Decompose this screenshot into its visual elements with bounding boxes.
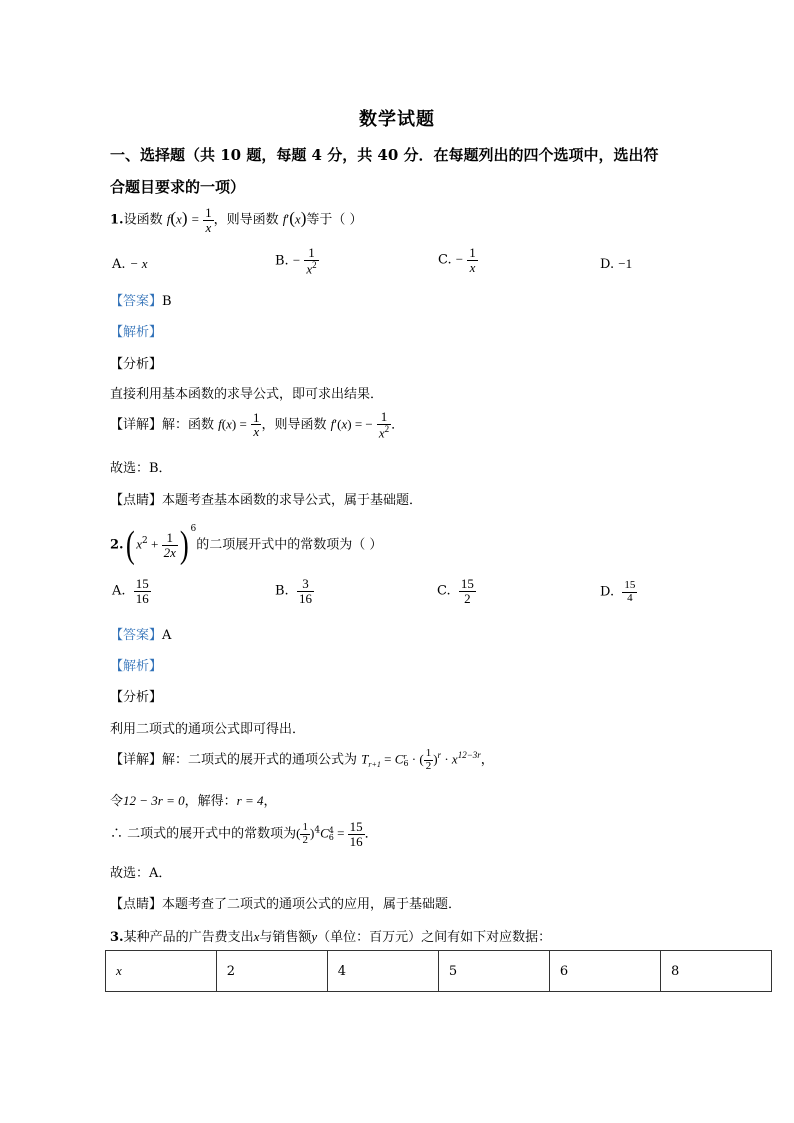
q1-detail-frac2-num: 1 — [377, 410, 391, 425]
q1-option-b-den — [304, 261, 318, 276]
table-row — [106, 951, 772, 992]
q2-option-a-frac — [134, 577, 151, 605]
q2-option-b-frac — [297, 577, 314, 605]
q1-stem-prefix: 设函数 — [123, 212, 163, 228]
q2-option-b — [275, 577, 314, 605]
q1-detail-frac2-x: x — [378, 424, 385, 440]
q1-option-c-den: x — [469, 259, 476, 275]
q1-option-c — [438, 246, 478, 274]
q3-stem — [110, 926, 551, 945]
q2-comb-sub: 6 — [403, 759, 409, 769]
q1-detail-frac2-exp: 2 — [384, 423, 390, 434]
q1-option-a-value: − x — [129, 256, 148, 271]
q1-answer-value: B — [162, 294, 172, 309]
q1-detail-f: f — [218, 416, 222, 432]
q1-detail-fprime-x: x — [341, 416, 348, 432]
q2-fenxi-text: 利用二项式的通项公式即可得出． — [110, 722, 306, 737]
q1-option-c-sign: − — [455, 251, 464, 267]
q2-step2-eq: 12 − 3r = 0 — [123, 793, 185, 808]
section-heading-line2: 合题目要求的一项） — [110, 178, 246, 196]
q1-detail-fprime: f — [330, 416, 335, 432]
q1-analysis-tag: 【解析】 — [110, 325, 163, 340]
table-cell: 5 — [438, 951, 549, 992]
q2-frac-den: 2x — [163, 544, 176, 560]
q1-detail-text3: ． — [391, 417, 405, 433]
q3-stem-c: （单位：百万元）之间有如下对应数据： — [317, 930, 552, 945]
q1-detail-text2: ，则导函数 — [261, 417, 327, 433]
q1-option-d-label: D. — [600, 257, 615, 272]
q2-option-d-num: 15 — [624, 579, 636, 591]
q2-answer-value: A — [162, 628, 172, 643]
q1-option-b-label: B. — [275, 253, 289, 269]
section-heading-line1: 一、选择题（共 10 题，每题 4 分，共 40 分．在每题列出的四个选项中，选出符 — [110, 146, 659, 164]
q2-option-c-num: 15 — [460, 576, 474, 591]
q1-option-b-den-x: x — [306, 260, 313, 276]
q2-x: x — [136, 536, 143, 552]
q2-fenxi-tag: 【分析】 — [110, 690, 163, 705]
q2-detail-tag: 【详解】 — [110, 752, 163, 768]
q2-option-c-label: C. — [437, 583, 451, 599]
q2-step3: ∴ 二项式的展开式中的常数项为( $\frac{1}{2}$ )$^4$C 4 6 = $\frac{15}{16}$ ． — [110, 819, 378, 849]
q2-option-b-num: 3 — [297, 577, 314, 592]
q2-step3-csub: 6 — [328, 833, 334, 843]
q1-detail-tag: 【详解】 — [110, 417, 163, 433]
q1-detail-frac2-den — [377, 425, 391, 440]
q3-number: 3. — [110, 930, 124, 945]
q2-option-c-den: 2 — [464, 590, 471, 606]
q2-step3-half: $\frac{1}{2}$ — [302, 821, 308, 846]
q2-option-b-den: 16 — [298, 590, 312, 606]
q1-detail-frac2 — [377, 410, 391, 440]
q1-fenxi-text: 直接利用基本函数的求导公式，即可求出结果． — [110, 387, 384, 402]
q1-frac-num: 1 — [205, 205, 212, 220]
q1-stem-suffix: 等于（ ） — [306, 212, 363, 228]
q1-fprime-symbol: f — [282, 211, 287, 227]
q2-option-c-frac — [459, 577, 476, 605]
q2-detail-text: 解：二项式的展开式的通项公式为 — [162, 752, 358, 768]
q1-option-a — [112, 256, 147, 272]
q1-option-d-value: −1 — [618, 256, 633, 271]
q2-detail: 【详解】解：二项式的展开式的通项公式为 $T_{r+1} = C$ r 6 · ( $\frac{1}{2}$ )$^r \cdot x^{12-3r}$， — [110, 747, 494, 772]
q2-step2-a: 令 — [110, 794, 124, 809]
q1-stem-middle: ，则导函数 — [213, 212, 279, 228]
q1-option-b-num: 1 — [304, 246, 318, 261]
q2-step2 — [110, 790, 277, 809]
q1-option-c-num: 1 — [469, 245, 476, 260]
q2-comment — [110, 893, 461, 912]
q2-option-b-label: B. — [275, 583, 289, 599]
q2-option-d — [600, 580, 637, 604]
q1-option-b-sign: − — [292, 252, 301, 268]
q2-comb-sup: r — [403, 751, 407, 761]
q1-detail-x: x — [226, 416, 232, 432]
q3-data-table — [105, 950, 772, 992]
q1-fraction — [203, 206, 214, 234]
page-title: 数学试题 — [359, 109, 435, 130]
table-cell: 2 — [216, 951, 327, 992]
q1-detail-text1: 解：函数 — [162, 417, 215, 433]
q2-comment-tag: 【点睛】 — [110, 897, 163, 912]
q2-frac — [162, 531, 178, 559]
q1-option-c-label: C. — [438, 252, 452, 268]
q2-option-d-den: 4 — [627, 591, 633, 604]
q1-answer — [110, 290, 172, 309]
q1-fenxi-tag: 【分析】 — [110, 357, 163, 372]
q2-step3-a: ∴ 二项式的展开式中的常数项为 — [110, 826, 297, 842]
q2-step3-exp: 4 — [314, 825, 321, 836]
q1-comment-tag: 【点睛】 — [110, 493, 163, 508]
q2-half: $\frac{1}{2}$ — [425, 747, 432, 772]
q2-stem: 2.( $x^2$ + $\frac{1}{2x}$ ) $^6$的二项展开式中的常数项为（ ） — [110, 524, 383, 566]
q1-option-b — [275, 246, 319, 276]
q1-number: 1. — [110, 212, 124, 228]
q2-frac-num: 1 — [162, 531, 178, 546]
q1-stem: 1.设函数 f(x) = $\frac{1}{x}$ ，则导函数 f′(x)等于（ ） — [110, 205, 363, 235]
q2-option-a-num: 15 — [135, 576, 149, 591]
table-cell: 8 — [660, 951, 771, 992]
q2-step3-num: 15 — [349, 819, 363, 834]
q1-detail-frac-den: x — [253, 424, 260, 440]
q1-comment — [110, 489, 422, 508]
q2-option-d-label: D. — [600, 584, 615, 600]
q2-choose: 故选：A． — [110, 866, 172, 881]
q2-option-d-frac — [622, 580, 637, 604]
q2-term-sub: r+1 — [368, 760, 381, 770]
q2-x-exp2: 12−3r — [457, 750, 481, 761]
q2-option-c — [437, 577, 476, 605]
q2-step3-frac — [348, 820, 365, 848]
q2-analysis-tag: 【解析】 — [110, 659, 163, 674]
table-cell: 4 — [327, 951, 438, 992]
q1-frac-den: x — [205, 219, 212, 235]
q2-x-exp: 2 — [142, 536, 148, 547]
q1-detail-frac — [251, 411, 262, 439]
table-cell: 6 — [549, 951, 660, 992]
q2-answer — [110, 624, 171, 643]
q2-half-exp: r — [437, 750, 442, 761]
q1-option-b-frac — [304, 246, 318, 276]
q1-comment-text: 本题考查基本函数的求导公式，属于基础题． — [162, 493, 423, 508]
q2-power: 6 — [190, 524, 197, 535]
q1-choose: 故选：B． — [110, 461, 172, 476]
q3-y: y — [311, 929, 318, 944]
q1-option-a-label: A. — [112, 257, 126, 272]
q2-step2-b: ，解得： — [184, 794, 237, 809]
q1-fprime-x: x — [294, 211, 301, 227]
q2-stem-suffix: 的二项展开式中的常数项为（ ） — [196, 537, 383, 553]
q1-option-c-frac — [467, 246, 478, 274]
q2-step2-r: r = 4 — [236, 793, 264, 808]
q1-x-symbol: x — [176, 211, 182, 227]
q2-number: 2. — [110, 537, 124, 553]
q2-step3-den: 16 — [349, 833, 363, 849]
q3-x: x — [253, 929, 260, 944]
q1-option-b-exp: 2 — [312, 259, 317, 270]
q2-option-a-label: A. — [112, 583, 126, 599]
q2-option-a — [112, 577, 151, 605]
q2-comment-text: 本题考查了二项式的通项公式的应用，属于基础题． — [162, 897, 462, 912]
q3-stem-b: 与销售额 — [259, 930, 312, 945]
q3-stem-a: 某种产品的广告费支出 — [123, 930, 254, 945]
q1-option-d — [600, 256, 632, 272]
q2-option-a-den: 16 — [135, 590, 149, 606]
q2-answer-tag: 【答案】 — [110, 628, 163, 643]
q1-detail-frac-num: 1 — [252, 409, 260, 425]
q1-answer-tag: 【答案】 — [110, 294, 163, 309]
table-cell: x — [106, 951, 217, 992]
q2-step3-csup: 4 — [328, 825, 334, 835]
q1-f-symbol: f — [166, 211, 171, 227]
q2-step2-c: ， — [263, 794, 277, 809]
q1-detail: 【详解】解：函数 f(x) = $\frac{1}{x}$ ，则导函数 f′(x) = − $\frac{1}{x^2}$ ． — [110, 409, 405, 440]
